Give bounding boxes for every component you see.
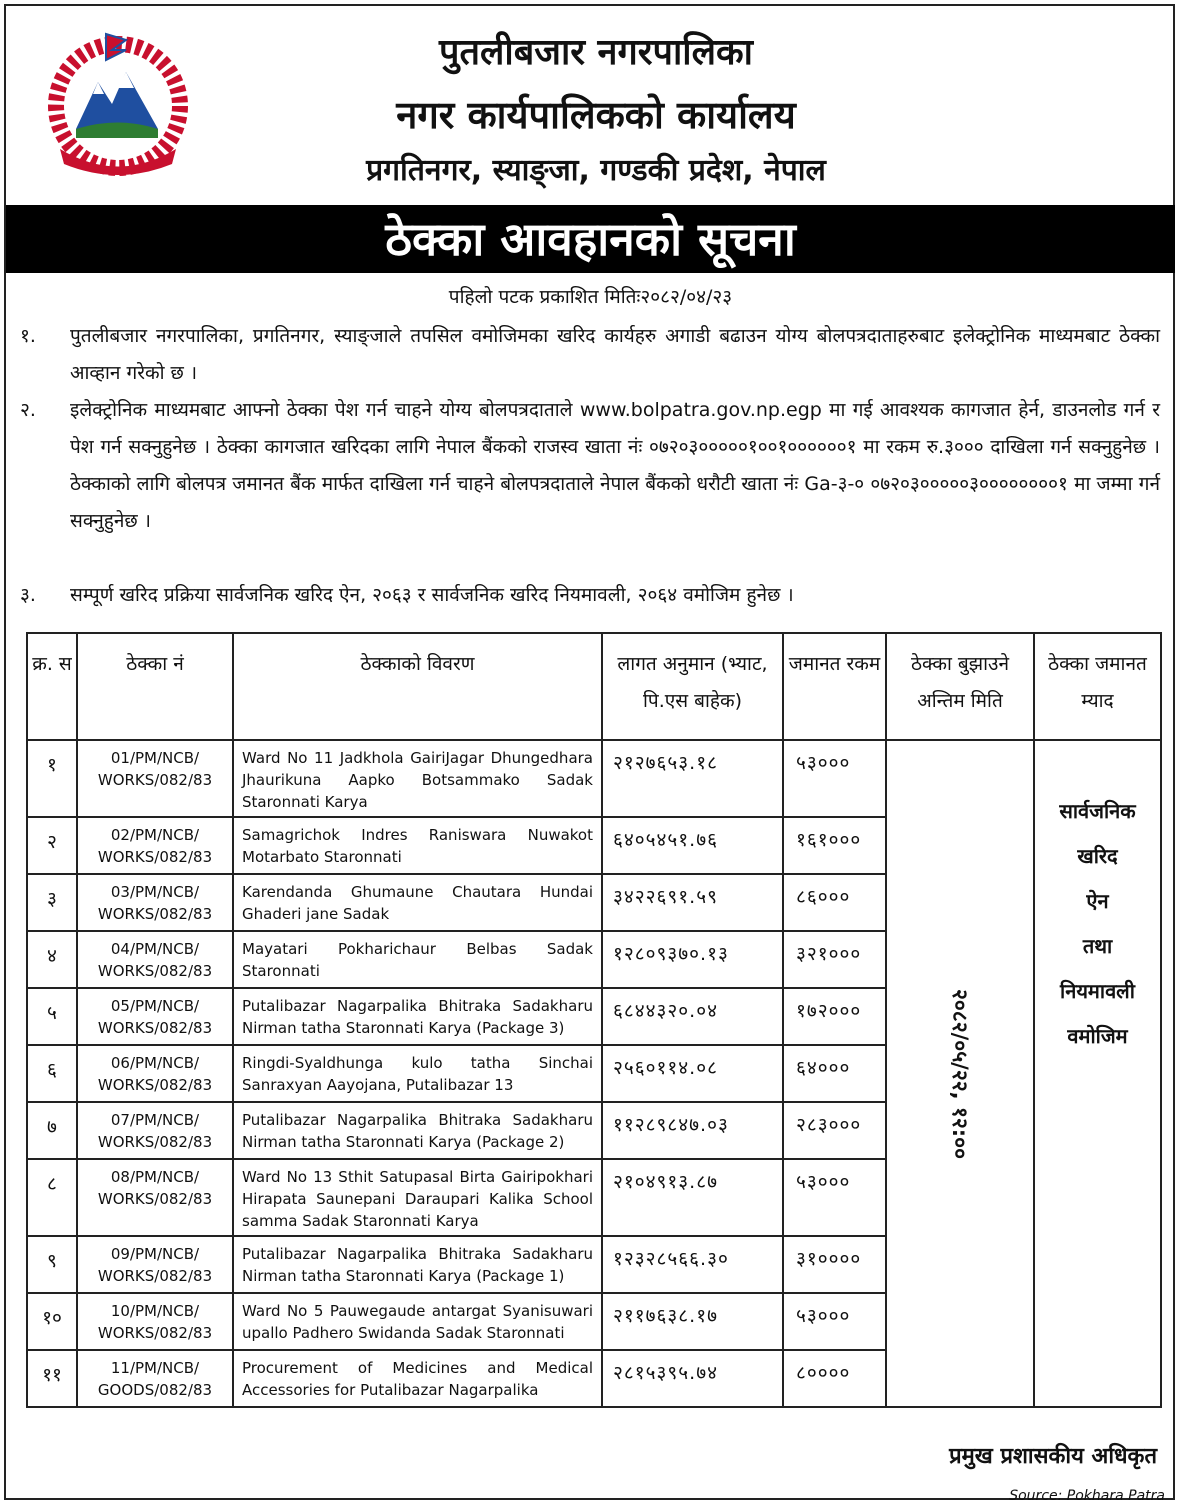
row-security-amount: १६१००० xyxy=(783,817,886,874)
row-cost-estimate: २१०४९१३.८७ xyxy=(602,1159,783,1236)
row-cost-estimate: ११२८९८४७.०३ xyxy=(602,1102,783,1159)
deadline-value: २०८२/०५/२२, १२:०० xyxy=(948,988,972,1159)
row-contract-no xyxy=(77,1293,233,1350)
contract-no-line: 08/PM/NCB/ xyxy=(110,1168,200,1186)
contract-no-line: WORKS/082/83 xyxy=(97,1019,213,1037)
paragraph-text: इलेक्ट्रोनिक माध्यमबाट आफ्नो ठेक्का पेश गर्न चाहने योग्य बोलपत्रदाताले www.bolpatra.gov.np.egp मा गई आवश्यक कागजात हेर्न, डाउनलोड गर्न र पेश गर्न सक्नुहुनेछ । ठेक्का कागजात खरिदका लागि नेपाल बैंकको राजस्व खाता नंः ०७२०३०००००१००१००००००१ मा रकम रु.३००० दाखिला गर्न सक्नुहुनेछ । ठेक्काको लागि बोलपत्र जमानत बैंक मार्फत दाखिला गर्न चाहने बोलपत्रदाताले नेपाल बैंकको धरौटी खाता नंः Ga-३-० ०७२०३०००००३००००००००१ मा जम्मा गर्न सक्नुहुनेछ । xyxy=(70,399,1160,532)
signature-title: प्रमुख प्रशासकीय अधिकृत xyxy=(949,1444,1157,1469)
row-sn: ३ xyxy=(27,874,77,931)
row-contract-no xyxy=(77,740,233,817)
row-sn: ५ xyxy=(27,988,77,1045)
validity-line: ऐन xyxy=(1086,888,1109,913)
row-description: Ward No 5 Pauwegaude antargat Syanisuwari upallo Padhero Swidanda Sadak Staronnati xyxy=(233,1293,602,1350)
row-cost-estimate: २१२७६५३.१८ xyxy=(602,740,783,817)
contract-no-line: 03/PM/NCB/ xyxy=(110,883,200,901)
row-cost-estimate: ६४०५४५१.७६ xyxy=(602,817,783,874)
paragraph-number: १. xyxy=(20,325,36,347)
row-cost-estimate: २५६०११४.०८ xyxy=(602,1045,783,1102)
row-security-amount: ८६००० xyxy=(783,874,886,931)
paragraph-number: २. xyxy=(20,399,36,421)
row-cost-estimate: १२३२८५६६.३० xyxy=(602,1236,783,1293)
contract-no-line: 09/PM/NCB/ xyxy=(110,1245,200,1263)
row-sn: १ xyxy=(27,740,77,817)
contract-no-line: WORKS/082/83 xyxy=(97,1267,213,1285)
row-security-amount: २८३००० xyxy=(783,1102,886,1159)
row-security-amount: ३१०००० xyxy=(783,1236,886,1293)
row-description: Karendanda Ghumaune Chautara Hundai Ghaderi jane Sadak xyxy=(233,874,602,931)
row-cost-estimate: ३४२२६९१.५९ xyxy=(602,874,783,931)
contract-no-line: WORKS/082/83 xyxy=(97,1324,213,1342)
row-contract-no xyxy=(77,1102,233,1159)
contract-no-line: 05/PM/NCB/ xyxy=(110,997,200,1015)
row-contract-no xyxy=(77,1045,233,1102)
row-description: Procurement of Medicines and Medical Accessories for Putalibazar Nagarpalika xyxy=(233,1350,602,1407)
row-cost-estimate: २८१५३९५.७४ xyxy=(602,1350,783,1407)
validity-line: नियमावली xyxy=(1060,978,1135,1003)
row-contract-no xyxy=(77,988,233,1045)
paragraph-3 xyxy=(20,577,1160,614)
publish-date: पहिलो पटक प्रकाशित मितिः२०८२/०४/२३ xyxy=(448,286,733,308)
header-sn: क्र. स xyxy=(27,633,77,740)
table-row xyxy=(27,740,1161,817)
row-cost-estimate: २११७६३८.१७ xyxy=(602,1293,783,1350)
validity-cell xyxy=(1034,740,1161,1407)
contract-no-line: WORKS/082/83 xyxy=(97,848,213,866)
paragraph-text: सम्पूर्ण खरिद प्रक्रिया सार्वजनिक खरिद ऐन, २०६३ र सार्वजनिक खरिद नियमावली, २०६४ वमोजिम हुनेछ । xyxy=(70,584,794,606)
row-cost-estimate: ६८४४३२०.०४ xyxy=(602,988,783,1045)
office-name: नगर कार्यपालिकको कार्यालय xyxy=(396,93,796,137)
row-sn: ७ xyxy=(27,1102,77,1159)
row-contract-no xyxy=(77,1159,233,1236)
row-description: Ringdi-Syaldhunga kulo tatha Sinchai Sanraxyan Aayojana, Putalibazar 13 xyxy=(233,1045,602,1102)
header-deadline: ठेक्का बुझाउने अन्तिम मिति xyxy=(886,633,1034,740)
contract-no-line: 10/PM/NCB/ xyxy=(110,1302,200,1320)
tender-table xyxy=(26,632,1162,1408)
row-contract-no xyxy=(77,874,233,931)
contract-no-line: WORKS/082/83 xyxy=(97,1190,213,1208)
row-description: Samagrichok Indres Raniswara Nuwakot Motarbato Staronnati xyxy=(233,817,602,874)
row-description: Mayatari Pokharichaur Belbas Sadak Staronnati xyxy=(233,931,602,988)
contract-no-line: 01/PM/NCB/ xyxy=(110,749,200,767)
row-sn: ६ xyxy=(27,1045,77,1102)
paragraph-number: ३. xyxy=(20,584,36,606)
row-security-amount: ५३००० xyxy=(783,740,886,817)
header-description: ठेक्काको विवरण xyxy=(233,633,602,740)
nepal-emblem-icon xyxy=(46,24,191,184)
row-sn: ४ xyxy=(27,931,77,988)
header-contract-no: ठेक्का नं xyxy=(77,633,233,740)
row-contract-no xyxy=(77,1350,233,1407)
row-sn: ८ xyxy=(27,1159,77,1236)
row-security-amount: ५३००० xyxy=(783,1159,886,1236)
row-contract-no xyxy=(77,817,233,874)
row-sn: २ xyxy=(27,817,77,874)
notice-title: ठेक्का आवहानको सूचना xyxy=(6,205,1175,273)
contract-no-line: 06/PM/NCB/ xyxy=(110,1054,200,1072)
contract-no-line: GOODS/082/83 xyxy=(97,1381,213,1399)
contract-no-line: 07/PM/NCB/ xyxy=(110,1111,200,1129)
row-sn: १० xyxy=(27,1293,77,1350)
row-sn: ९ xyxy=(27,1236,77,1293)
validity-line: सार्वजनिक xyxy=(1059,798,1136,823)
municipality-name: पुतलीबजार नगरपालिका xyxy=(439,32,753,73)
row-security-amount: ६४००० xyxy=(783,1045,886,1102)
paragraph-1 xyxy=(20,318,1160,392)
paragraph-text: पुतलीबजार नगरपालिका, प्रगतिनगर, स्याङ्जाले तपसिल वमोजिमका खरिद कार्यहरु अगाडी बढाउन योग्य बोलपत्रदाताहरुबाट इलेक्ट्रोनिक माध्यमबाट ठेक्का आव्हान गरेको छ । xyxy=(70,325,1160,384)
notice-header xyxy=(6,6,1175,204)
row-description: Putalibazar Nagarpalika Bhitraka Sadakharu Nirman tatha Staronnati Karya (Package 1) xyxy=(233,1236,602,1293)
contract-no-line: WORKS/082/83 xyxy=(97,1076,213,1094)
contract-no-line: WORKS/082/83 xyxy=(97,1133,213,1151)
contract-no-line: WORKS/082/83 xyxy=(97,905,213,923)
row-contract-no xyxy=(77,1236,233,1293)
deadline-cell xyxy=(886,740,1034,1407)
validity-line: तथा xyxy=(1082,933,1113,958)
row-contract-no xyxy=(77,931,233,988)
header-cost-estimate: लागत अनुमान (भ्याट, पि.एस बाहेक) xyxy=(602,633,783,740)
row-description: Putalibazar Nagarpalika Bhitraka Sadakharu Nirman tatha Staronnati Karya (Package 3) xyxy=(233,988,602,1045)
row-security-amount: ८०००० xyxy=(783,1350,886,1407)
office-address: प्रगतिनगर, स्याङ्जा, गण्डकी प्रदेश, नेपाल xyxy=(366,153,826,188)
contract-no-line: 02/PM/NCB/ xyxy=(110,826,200,844)
row-description: Putalibazar Nagarpalika Bhitraka Sadakharu Nirman tatha Staronnati Karya (Package 2) xyxy=(233,1102,602,1159)
source-credit: Source: Pokhara Patra xyxy=(1009,1488,1165,1504)
header-security-validity: ठेक्का जमानत म्याद xyxy=(1034,633,1161,740)
row-cost-estimate: १२८०९३७०.१३ xyxy=(602,931,783,988)
validity-line: खरिद xyxy=(1077,843,1118,868)
row-sn: ११ xyxy=(27,1350,77,1407)
contract-no-line: WORKS/082/83 xyxy=(97,771,213,789)
validity-line: वमोजिम xyxy=(1067,1023,1128,1048)
contract-no-line: 04/PM/NCB/ xyxy=(110,940,200,958)
row-security-amount: ३२१००० xyxy=(783,931,886,988)
paragraph-2 xyxy=(20,392,1160,577)
table-header-row xyxy=(27,633,1161,740)
row-description: Ward No 11 Jadkhola GairiJagar Dhungedhara Jhaurikuna Aapko Botsammako Sadak Staronnati Karya xyxy=(233,740,602,817)
header-security-amount: जमानत रकम xyxy=(783,633,886,740)
contract-no-line: 11/PM/NCB/ xyxy=(110,1359,200,1377)
row-description: Ward No 13 Sthit Satupasal Birta Gairipokhari Hirapata Saunepani Daraupari Kalika School samma Sadak Staronnati Karya xyxy=(233,1159,602,1236)
contract-no-line: WORKS/082/83 xyxy=(97,962,213,980)
row-security-amount: १७२००० xyxy=(783,988,886,1045)
row-security-amount: ५३००० xyxy=(783,1293,886,1350)
